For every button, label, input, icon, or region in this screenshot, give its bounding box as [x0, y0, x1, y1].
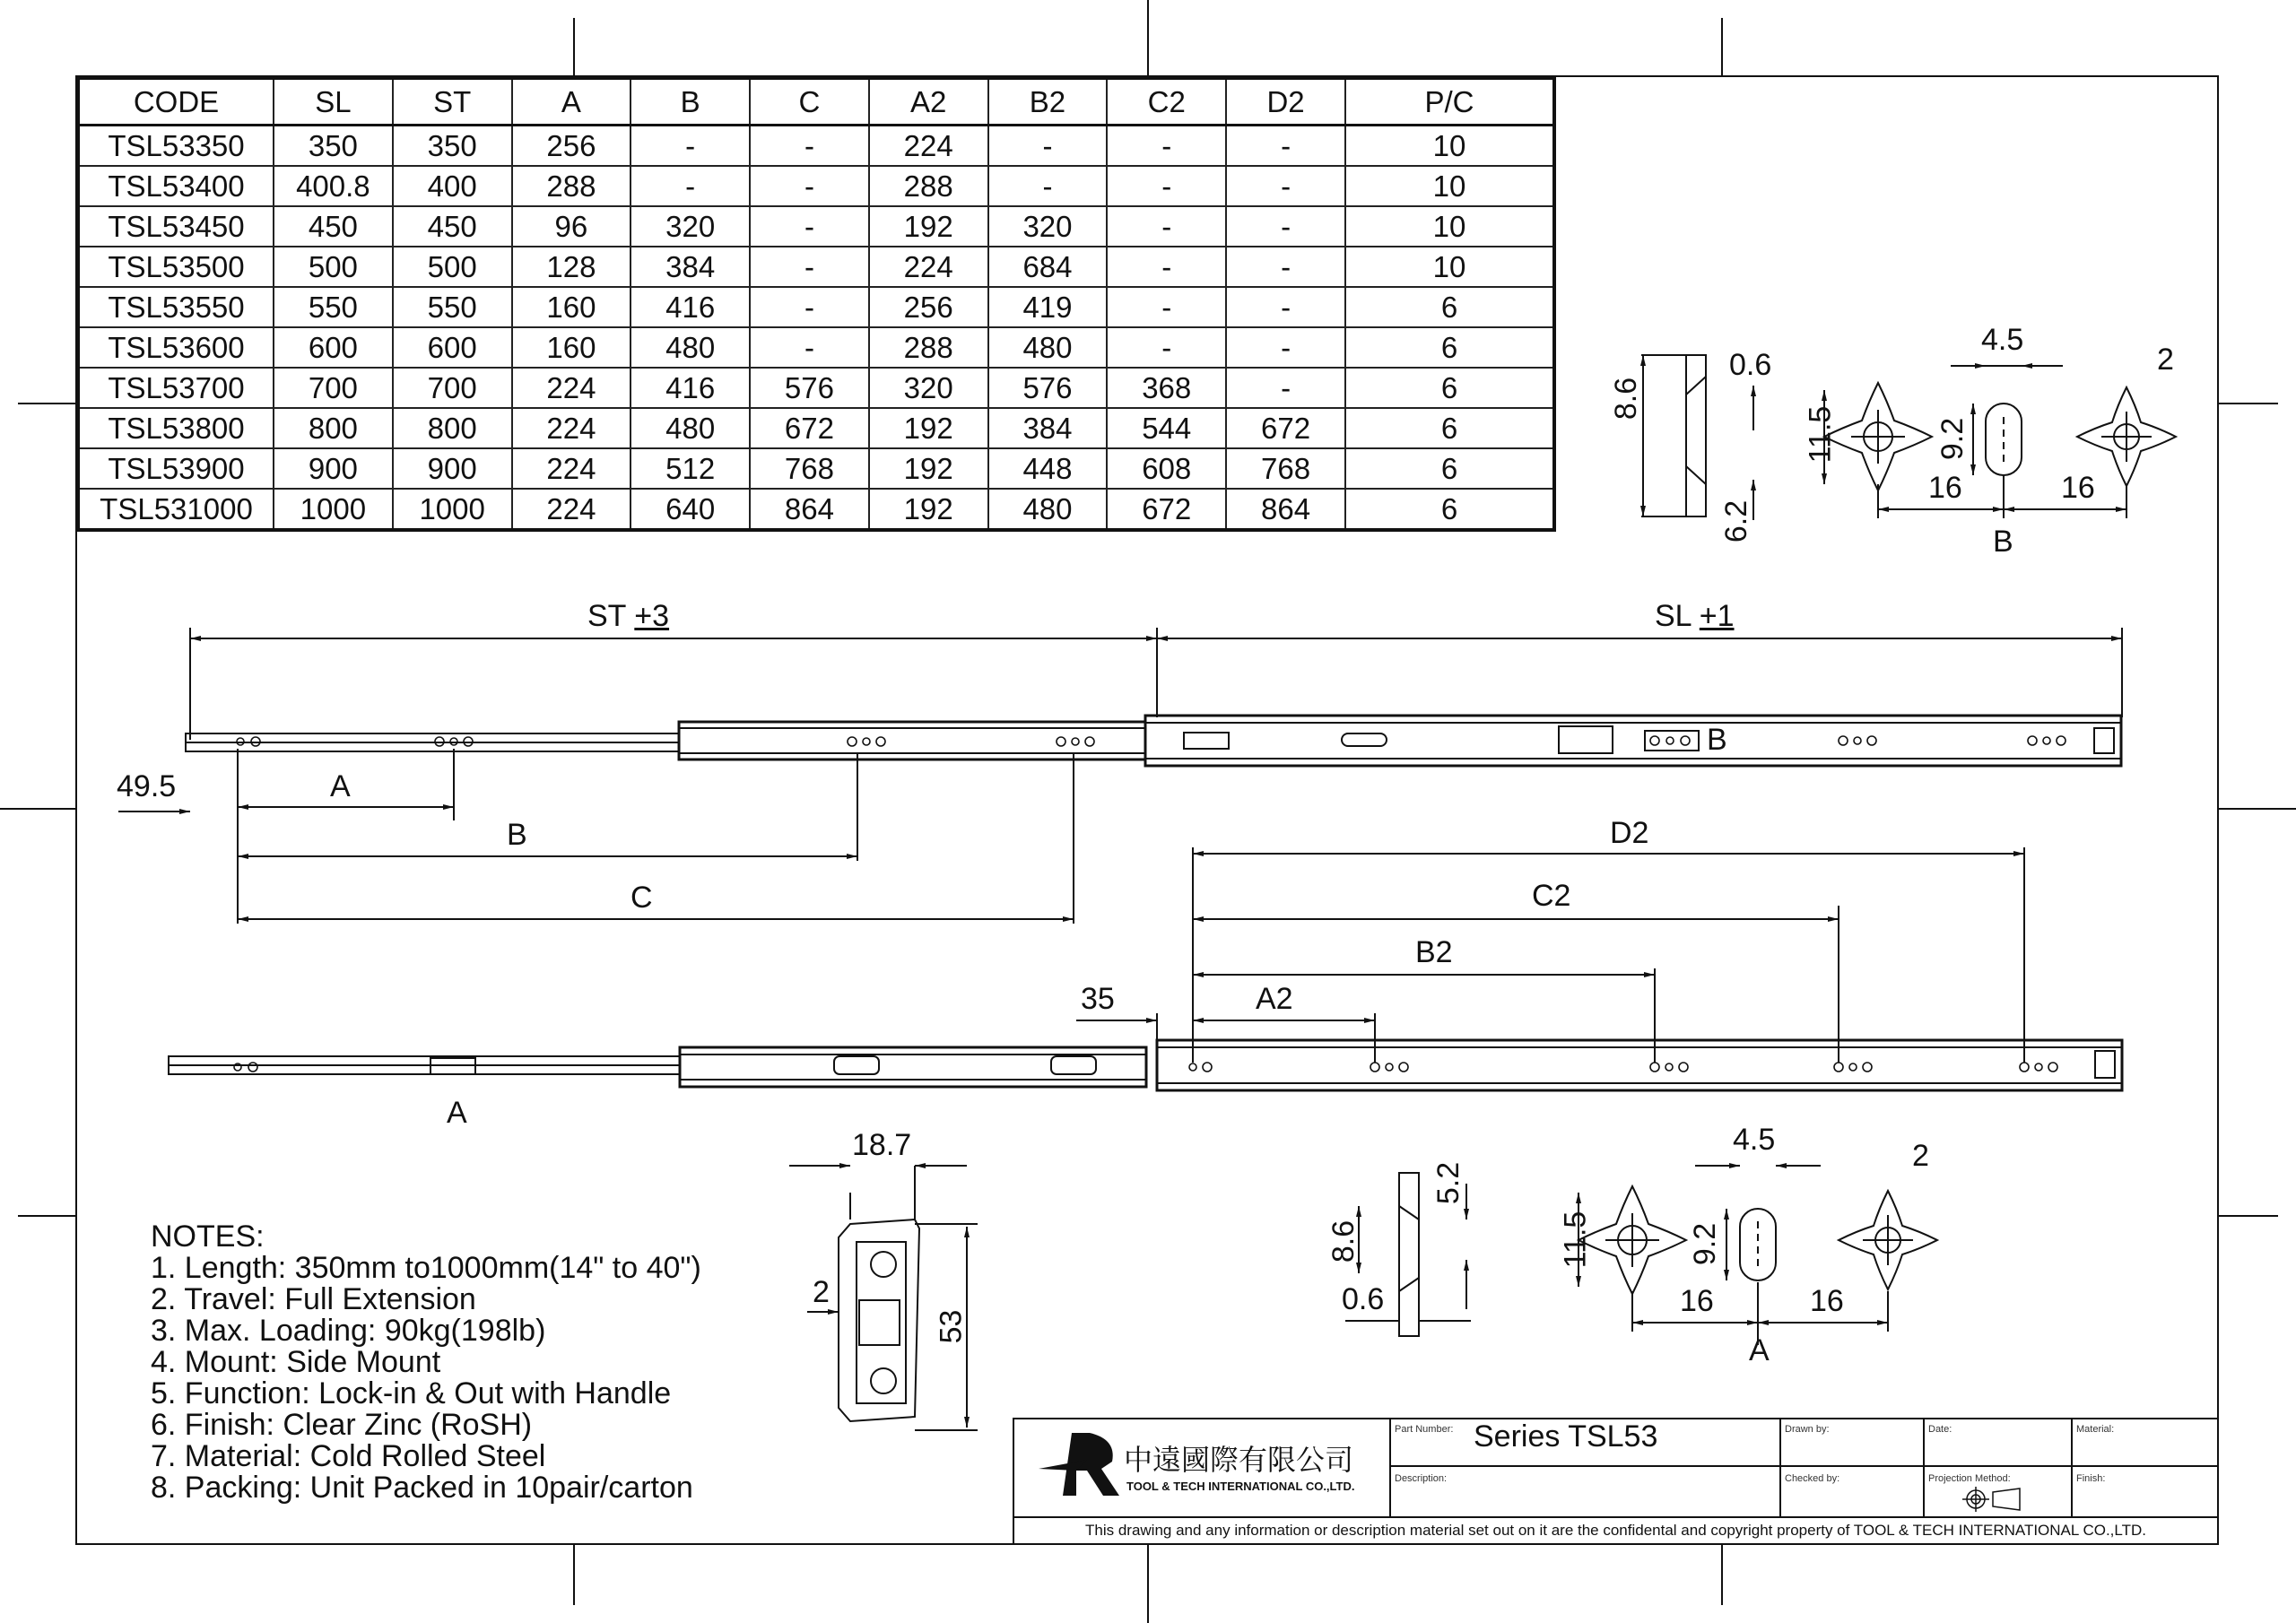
table-cell: 550 — [393, 287, 512, 327]
table-cell: - — [988, 126, 1108, 167]
finish-caption: Finish: — [2076, 1473, 2106, 1484]
detail-a-thickness-3: 5.2 — [1431, 1161, 1466, 1205]
table-cell: 10 — [1345, 206, 1554, 247]
table-row — [78, 206, 1554, 247]
table-cell: 450 — [393, 206, 512, 247]
table-cell: 6 — [1345, 408, 1554, 448]
dim-a-label: A — [330, 769, 351, 803]
table-cell: 192 — [869, 206, 988, 247]
table-header-cell: CODE — [78, 78, 274, 126]
table-header-cell: ST — [393, 78, 512, 126]
table-cell: - — [631, 126, 750, 167]
st-tolerance: +3 — [634, 599, 670, 633]
table-cell: 10 — [1345, 166, 1554, 206]
company-name-cn: 中遠國際有限公司 — [1124, 1443, 1354, 1477]
table-cell: 400.8 — [274, 166, 393, 206]
table-row — [78, 327, 1554, 368]
table-cell: 416 — [631, 368, 750, 408]
detail-b-height-2: 9.2 — [1935, 417, 1970, 461]
detail-b-title: B — [1993, 525, 2013, 559]
table-cell: 6 — [1345, 489, 1554, 530]
table-cell: - — [750, 206, 869, 247]
dim-b-label: B — [507, 818, 527, 852]
table-cell: TSL53700 — [78, 368, 274, 408]
sl-dim-label: SL +1 — [1655, 599, 1735, 633]
table-header-cell: C — [750, 78, 869, 126]
part-number-caption: Part Number: — [1395, 1424, 1454, 1435]
table-cell: 672 — [1226, 408, 1345, 448]
note-item: 2. Travel: Full Extension — [151, 1282, 476, 1316]
table-header-cell: C2 — [1107, 78, 1226, 126]
table-header-cell: A2 — [869, 78, 988, 126]
detail-a-thickness-1: 8.6 — [1326, 1219, 1361, 1263]
table-cell: 500 — [274, 247, 393, 287]
table-cell: 768 — [1226, 448, 1345, 489]
table-cell: 800 — [393, 408, 512, 448]
detail-a-spacing-2: 16 — [1810, 1284, 1844, 1318]
material-caption: Material: — [2076, 1424, 2115, 1435]
detail-a-thickness-2: 0.6 — [1342, 1282, 1385, 1316]
detail-b-spacing-1: 16 — [1928, 471, 1962, 505]
table-cell: - — [1226, 206, 1345, 247]
table-cell: - — [631, 166, 750, 206]
table-cell: 192 — [869, 448, 988, 489]
note-item: 4. Mount: Side Mount — [151, 1345, 441, 1379]
front-offset-label: 49.5 — [117, 769, 177, 803]
table-cell: 550 — [274, 287, 393, 327]
detail-a-width-1: 4.5 — [1733, 1123, 1776, 1157]
note-item: 1. Length: 350mm to1000mm(14" to 40") — [151, 1251, 701, 1285]
table-cell: 224 — [869, 126, 988, 167]
table-cell: 600 — [393, 327, 512, 368]
table-cell: - — [1226, 247, 1345, 287]
detail-a-spacing-1: 16 — [1680, 1284, 1714, 1318]
note-item: 7. Material: Cold Rolled Steel — [151, 1439, 546, 1473]
table-cell: 350 — [274, 126, 393, 167]
upper-slide-view — [118, 628, 2122, 924]
table-cell: TSL53350 — [78, 126, 274, 167]
table-cell: 1000 — [393, 489, 512, 530]
projection-method-icon — [1962, 1487, 2020, 1512]
table-cell: - — [750, 327, 869, 368]
table-cell: 160 — [512, 327, 631, 368]
table-cell: 500 — [393, 247, 512, 287]
detail-b-spacing-2: 16 — [2061, 471, 2095, 505]
detail-b-width-2: 2 — [2157, 343, 2174, 377]
dim-c2-label: C2 — [1532, 879, 1571, 913]
table-cell: 640 — [631, 489, 750, 530]
table-row — [78, 247, 1554, 287]
table-cell: - — [1107, 247, 1226, 287]
table-cell: 288 — [512, 166, 631, 206]
copyright-footer: This drawing and any information or description material set out on it are the confidental and copyright property of TOOL & TECH INTERNATIONAL CO.,LTD. — [1085, 1522, 2146, 1539]
table-cell: 10 — [1345, 126, 1554, 167]
detail-a-title: A — [1749, 1333, 1770, 1367]
table-cell: 192 — [869, 408, 988, 448]
detail-b-width-1: 4.5 — [1981, 323, 2024, 357]
table-row — [78, 166, 1554, 206]
sl-tolerance: +1 — [1699, 599, 1735, 633]
table-cell: - — [750, 287, 869, 327]
table-cell: - — [1226, 368, 1345, 408]
section-width-label: 18.7 — [852, 1128, 912, 1162]
note-item: 8. Packing: Unit Packed in 10pair/carton — [151, 1471, 693, 1505]
table-header-cell: SL — [274, 78, 393, 126]
table-cell: 128 — [512, 247, 631, 287]
table-cell: 256 — [869, 287, 988, 327]
table-cell: 384 — [631, 247, 750, 287]
table-cell: - — [1107, 126, 1226, 167]
table-cell: - — [750, 126, 869, 167]
table-cell: 419 — [988, 287, 1108, 327]
projection-caption: Projection Method: — [1928, 1473, 2011, 1484]
table-cell: 368 — [1107, 368, 1226, 408]
table-cell: 384 — [988, 408, 1108, 448]
table-cell: 224 — [512, 368, 631, 408]
table-cell: 350 — [393, 126, 512, 167]
table-cell: 6 — [1345, 287, 1554, 327]
table-cell: - — [1226, 287, 1345, 327]
table-cell: 448 — [988, 448, 1108, 489]
detail-b-height-1: 11.5 — [1803, 405, 1838, 464]
table-cell: 6 — [1345, 448, 1554, 489]
detail-a-height-1: 11.5 — [1558, 1211, 1593, 1269]
view-a-label: A — [447, 1096, 467, 1130]
company-name-en: TOOL & TECH INTERNATIONAL CO.,LTD. — [1126, 1480, 1355, 1493]
dim-d2-label: D2 — [1610, 816, 1649, 850]
table-header-cell: P/C — [1345, 78, 1554, 126]
table-cell: - — [750, 247, 869, 287]
table-cell: 600 — [274, 327, 393, 368]
dim-a2-label: A2 — [1256, 982, 1293, 1016]
table-cell: TSL53600 — [78, 327, 274, 368]
description-caption: Description: — [1395, 1473, 1448, 1484]
table-cell: 544 — [1107, 408, 1226, 448]
table-cell: 480 — [631, 408, 750, 448]
table-header-cell: B — [631, 78, 750, 126]
checked-by-caption: Checked by: — [1785, 1473, 1840, 1484]
rear-offset-label: 35 — [1081, 982, 1115, 1016]
table-cell: 800 — [274, 408, 393, 448]
table-cell: 320 — [988, 206, 1108, 247]
table-header-cell: B2 — [988, 78, 1108, 126]
notes-title: NOTES: — [151, 1219, 265, 1254]
spec-table — [76, 76, 1556, 532]
table-cell: 576 — [750, 368, 869, 408]
table-cell: - — [1107, 206, 1226, 247]
table-cell: - — [750, 166, 869, 206]
table-cell: TSL53450 — [78, 206, 274, 247]
table-cell: 320 — [631, 206, 750, 247]
table-cell: TSL53800 — [78, 408, 274, 448]
drawn-by-caption: Drawn by: — [1785, 1424, 1830, 1435]
table-cell: 672 — [1107, 489, 1226, 530]
table-cell: 224 — [512, 408, 631, 448]
detail-a-height-2: 9.2 — [1688, 1222, 1723, 1266]
table-cell: 700 — [274, 368, 393, 408]
note-item: 5. Function: Lock-in & Out with Handle — [151, 1376, 672, 1410]
table-cell: 160 — [512, 287, 631, 327]
table-cell: - — [1107, 327, 1226, 368]
table-header-cell: D2 — [1226, 78, 1345, 126]
table-cell: 608 — [1107, 448, 1226, 489]
table-cell: 684 — [988, 247, 1108, 287]
table-cell: 900 — [274, 448, 393, 489]
table-cell: TSL531000 — [78, 489, 274, 530]
dim-c-label: C — [631, 881, 653, 915]
detail-b-drawing — [1641, 355, 2176, 520]
note-item: 3. Max. Loading: 90kg(198lb) — [151, 1314, 546, 1348]
table-row — [78, 408, 1554, 448]
table-row — [78, 368, 1554, 408]
table-cell: TSL53900 — [78, 448, 274, 489]
table-cell: 224 — [869, 247, 988, 287]
st-dim-label: ST +3 — [587, 599, 670, 633]
section-gap-label: 2 — [813, 1275, 830, 1309]
table-cell: 288 — [869, 166, 988, 206]
view-b-label: B — [1707, 723, 1727, 757]
table-header-row — [78, 78, 1554, 126]
table-cell: 576 — [988, 368, 1108, 408]
detail-b-thickness-2: 0.6 — [1729, 348, 1772, 382]
table-cell: 864 — [1226, 489, 1345, 530]
detail-b-thickness-3: 6.2 — [1719, 499, 1754, 543]
company-logo-icon — [1039, 1433, 1119, 1496]
table-cell: - — [1226, 126, 1345, 167]
table-row — [78, 489, 1554, 530]
table-cell: 320 — [869, 368, 988, 408]
table-cell: 512 — [631, 448, 750, 489]
table-cell: 6 — [1345, 327, 1554, 368]
table-row — [78, 448, 1554, 489]
table-cell: 416 — [631, 287, 750, 327]
table-cell: 96 — [512, 206, 631, 247]
dim-b2-label: B2 — [1415, 935, 1453, 969]
part-number-value: Series TSL53 — [1474, 1419, 1658, 1454]
table-cell: 864 — [750, 489, 869, 530]
table-cell: 256 — [512, 126, 631, 167]
table-cell: TSL53500 — [78, 247, 274, 287]
date-caption: Date: — [1928, 1424, 1952, 1435]
table-cell: 672 — [750, 408, 869, 448]
spec-table-body — [78, 126, 1554, 531]
table-cell: 224 — [512, 448, 631, 489]
table-cell: 400 — [393, 166, 512, 206]
table-cell: - — [1107, 166, 1226, 206]
table-cell: 480 — [988, 327, 1108, 368]
section-height-label: 53 — [934, 1309, 969, 1344]
notes-block — [151, 1221, 701, 1504]
table-cell: - — [988, 166, 1108, 206]
detail-b-thickness-1: 8.6 — [1609, 377, 1644, 421]
table-cell: - — [1226, 327, 1345, 368]
table-cell: 1000 — [274, 489, 393, 530]
table-cell: 6 — [1345, 368, 1554, 408]
table-row — [78, 287, 1554, 327]
table-cell: - — [1107, 287, 1226, 327]
table-row — [78, 126, 1554, 167]
table-cell: 224 — [512, 489, 631, 530]
table-cell: 192 — [869, 489, 988, 530]
table-cell: - — [1226, 166, 1345, 206]
table-cell: 900 — [393, 448, 512, 489]
table-cell: 10 — [1345, 247, 1554, 287]
table-cell: 700 — [393, 368, 512, 408]
table-cell: 768 — [750, 448, 869, 489]
table-cell: TSL53550 — [78, 287, 274, 327]
table-cell: TSL53400 — [78, 166, 274, 206]
table-cell: 480 — [988, 489, 1108, 530]
table-cell: 288 — [869, 327, 988, 368]
detail-a-width-2: 2 — [1912, 1139, 1929, 1173]
table-header-cell: A — [512, 78, 631, 126]
note-item: 6. Finish: Clear Zinc (RoSH) — [151, 1408, 533, 1442]
lower-slide-view — [169, 847, 2122, 1090]
table-cell: 480 — [631, 327, 750, 368]
table-cell: 450 — [274, 206, 393, 247]
